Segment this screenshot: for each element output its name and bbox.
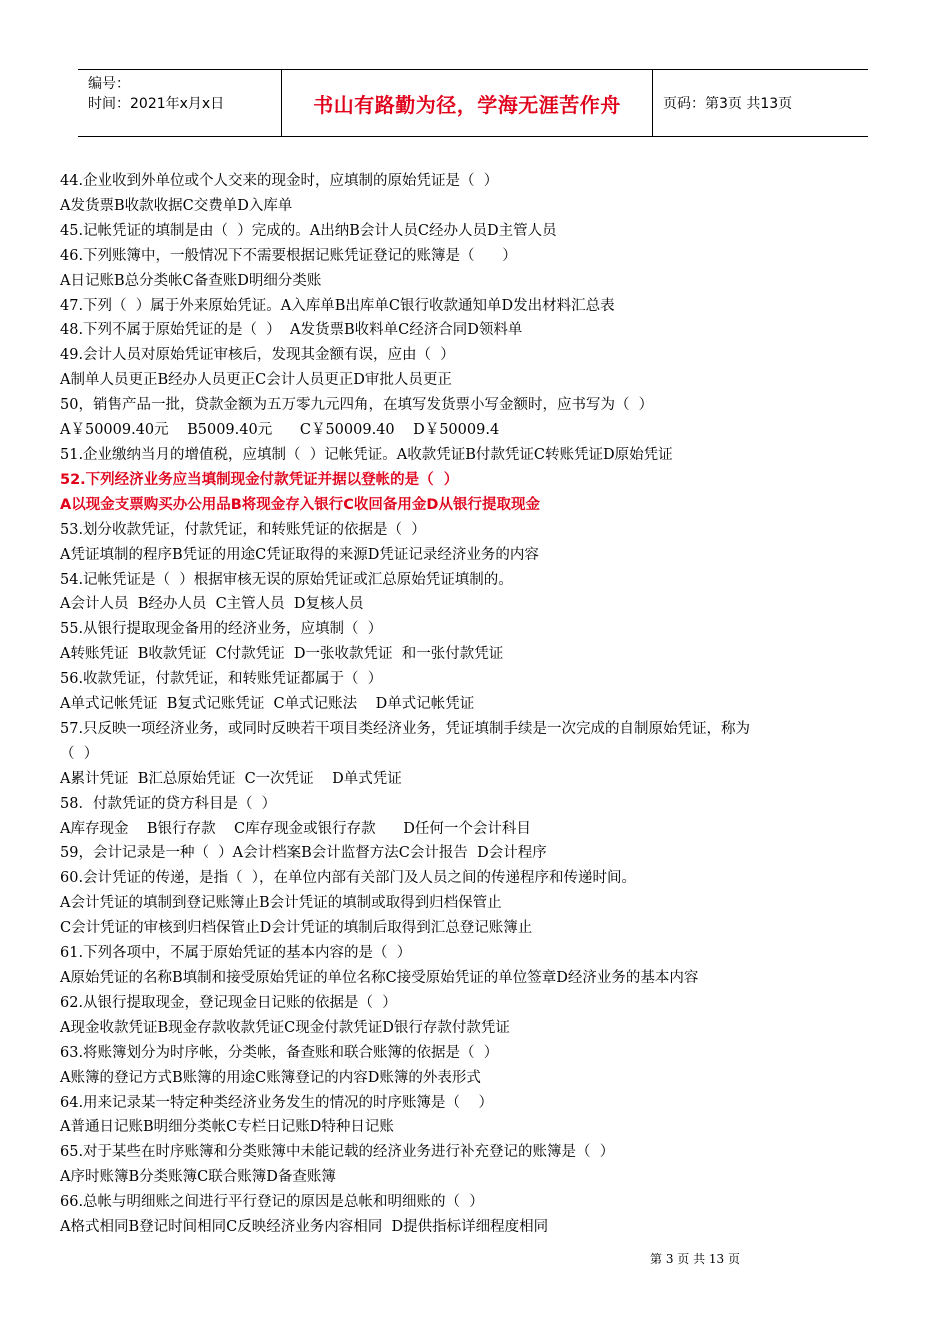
header-page-number: 页码：第3页 共13页 — [663, 96, 793, 112]
question-line: （ ） — [60, 745, 99, 762]
question-line: A格式相同B登记时间相同C反映经济业务内容相同 D提供指标详细程度相同 — [60, 1219, 549, 1236]
highlighted-question-line: A以现金支票购买办公用品B将现金存入银行C收回备用金D从银行提取现金 — [60, 496, 540, 513]
document-number-label: 编号： — [88, 76, 130, 92]
page-footer: 第 3 页 共 13 页 — [650, 1252, 740, 1266]
question-line: 45.记帐凭证的填制是由（ ）完成的。A出纳B会计人员C经办人员D主管人员 — [60, 222, 557, 239]
question-line: 65.对于某些在时序账簿和分类账簿中未能记载的经济业务进行补充登记的账簿是（ ） — [60, 1144, 615, 1161]
question-line: 64.用来记录某一特定种类经济业务发生的情况的时序账簿是（ ） — [60, 1094, 493, 1111]
question-line: 61.下列各项中，不属于原始凭证的基本内容的是（ ） — [60, 945, 412, 962]
question-line: 66.总帐与明细账之间进行平行登记的原因是总帐和明细账的（ ） — [60, 1194, 484, 1211]
question-line: 59，会计记录是一种（ ）A会计档案B会计监督方法C会计报告 D会计程序 — [60, 845, 547, 862]
question-line: 56.收款凭证，付款凭证，和转账凭证都属于（ ） — [60, 671, 383, 688]
header-motto: 书山有路勤为径，学海无涯苦作舟 — [282, 70, 653, 136]
question-line: A日记账B总分类帐C备查账D明细分类账 — [60, 272, 322, 289]
question-line: A制单人员更正B经办人员更正C会计人员更正D审批人员更正 — [60, 372, 452, 389]
question-line: A会计人员 B经办人员 C主管人员 D复核人员 — [60, 596, 364, 613]
question-line: 49.会计人员对原始凭证审核后，发现其金额有误，应由（ ） — [60, 347, 455, 364]
question-line: C会计凭证的审核到归档保管止D会计凭证的填制后取得到汇总登记账簿止 — [60, 920, 533, 937]
question-line: A转账凭证 B收款凭证 C付款凭证 D一张收款凭证 和一张付款凭证 — [60, 646, 504, 663]
question-line: 62.从银行提取现金，登记现金日记账的依据是（ ） — [60, 994, 397, 1011]
question-line: 46.下列账簿中，一般情况下不需要根据记账凭证登记的账簿是（ ） — [60, 247, 517, 264]
question-line: A账簿的登记方式B账簿的用途C账簿登记的内容D账簿的外表形式 — [60, 1069, 481, 1086]
question-line: A普通日记账B明细分类帐C专栏日记账D特种日记账 — [60, 1119, 394, 1136]
highlighted-question-line: 52.下列经济业务应当填制现金付款凭证并据以登帐的是（ ） — [60, 471, 459, 488]
question-line: 44.企业收到外单位或个人交来的现金时，应填制的原始凭证是（ ） — [60, 173, 499, 189]
question-line: 57.只反映一项经济业务，或同时反映若干项目类经济业务，凭证填制手续是一次完成的自制原始凭证，称为 — [60, 720, 751, 737]
question-line: 60.会计凭证的传递，是指（ ），在单位内部有关部门及人员之间的传递程序和传递时间。 — [60, 870, 637, 887]
question-line: A会计凭证的填制到登记账簿止B会计凭证的填制或取得到归档保管止 — [60, 895, 502, 912]
question-line: A凭证填制的程序B凭证的用途C凭证取得的来源D凭证记录经济业务的内容 — [60, 546, 539, 563]
document-time-label: 时间：2021年x月x日 — [88, 96, 225, 112]
question-line: 51.企业缴纳当月的增值税，应填制（ ）记帐凭证。A收款凭证B付款凭证C转账凭证D原始凭证 — [60, 446, 673, 463]
question-line: A库存现金 B银行存款 C库存现金或银行存款 D任何一个会计科目 — [60, 820, 531, 837]
question-line: 47.下列（ ）属于外来原始凭证。A入库单B出库单C银行收款通知单D发出材料汇总表 — [60, 297, 615, 314]
page-header — [78, 69, 868, 137]
question-line: 53.划分收款凭证，付款凭证，和转账凭证的依据是（ ） — [60, 521, 426, 538]
header-meta — [78, 70, 282, 136]
question-line: A发货票B收款收据C交费单D入库单 — [60, 197, 293, 214]
question-line: 58．付款凭证的贷方科目是（ ） — [60, 795, 277, 812]
question-line: A原始凭证的名称B填制和接受原始凭证的单位名称C接受原始凭证的单位签章D经济业务的基本内容 — [60, 970, 699, 986]
question-line: 48.下列不属于原始凭证的是（ ） A发货票B收料单C经济合同D领料单 — [60, 322, 523, 339]
question-line: A单式记帐凭证 B复式记账凭证 C单式记账法 D单式记帐凭证 — [60, 696, 475, 713]
question-line: A累计凭证 B汇总原始凭证 C一次凭证 D单式凭证 — [60, 770, 402, 787]
question-list — [60, 169, 860, 1240]
question-line: A序时账簿B分类账簿C联合账簿D备查账簿 — [60, 1169, 336, 1186]
question-line: 54.记帐凭证是（ ）根据审核无误的原始凭证或汇总原始凭证填制的。 — [60, 571, 513, 588]
question-line: 63.将账簿划分为时序帐，分类帐，备查账和联合账簿的依据是（ ） — [60, 1044, 499, 1061]
question-line: A现金收款凭证B现金存款收款凭证C现金付款凭证D银行存款付款凭证 — [60, 1019, 510, 1036]
question-line: 55.从银行提取现金备用的经济业务，应填制（ ） — [60, 621, 383, 638]
question-line: 50，销售产品一批，贷款金额为五万零九元四角，在填写发货票小写金额时，应书写为（ ） — [60, 397, 654, 414]
question-line: A￥50009.40元 B5009.40元 C￥50009.40 D￥50009.4 — [60, 422, 500, 439]
